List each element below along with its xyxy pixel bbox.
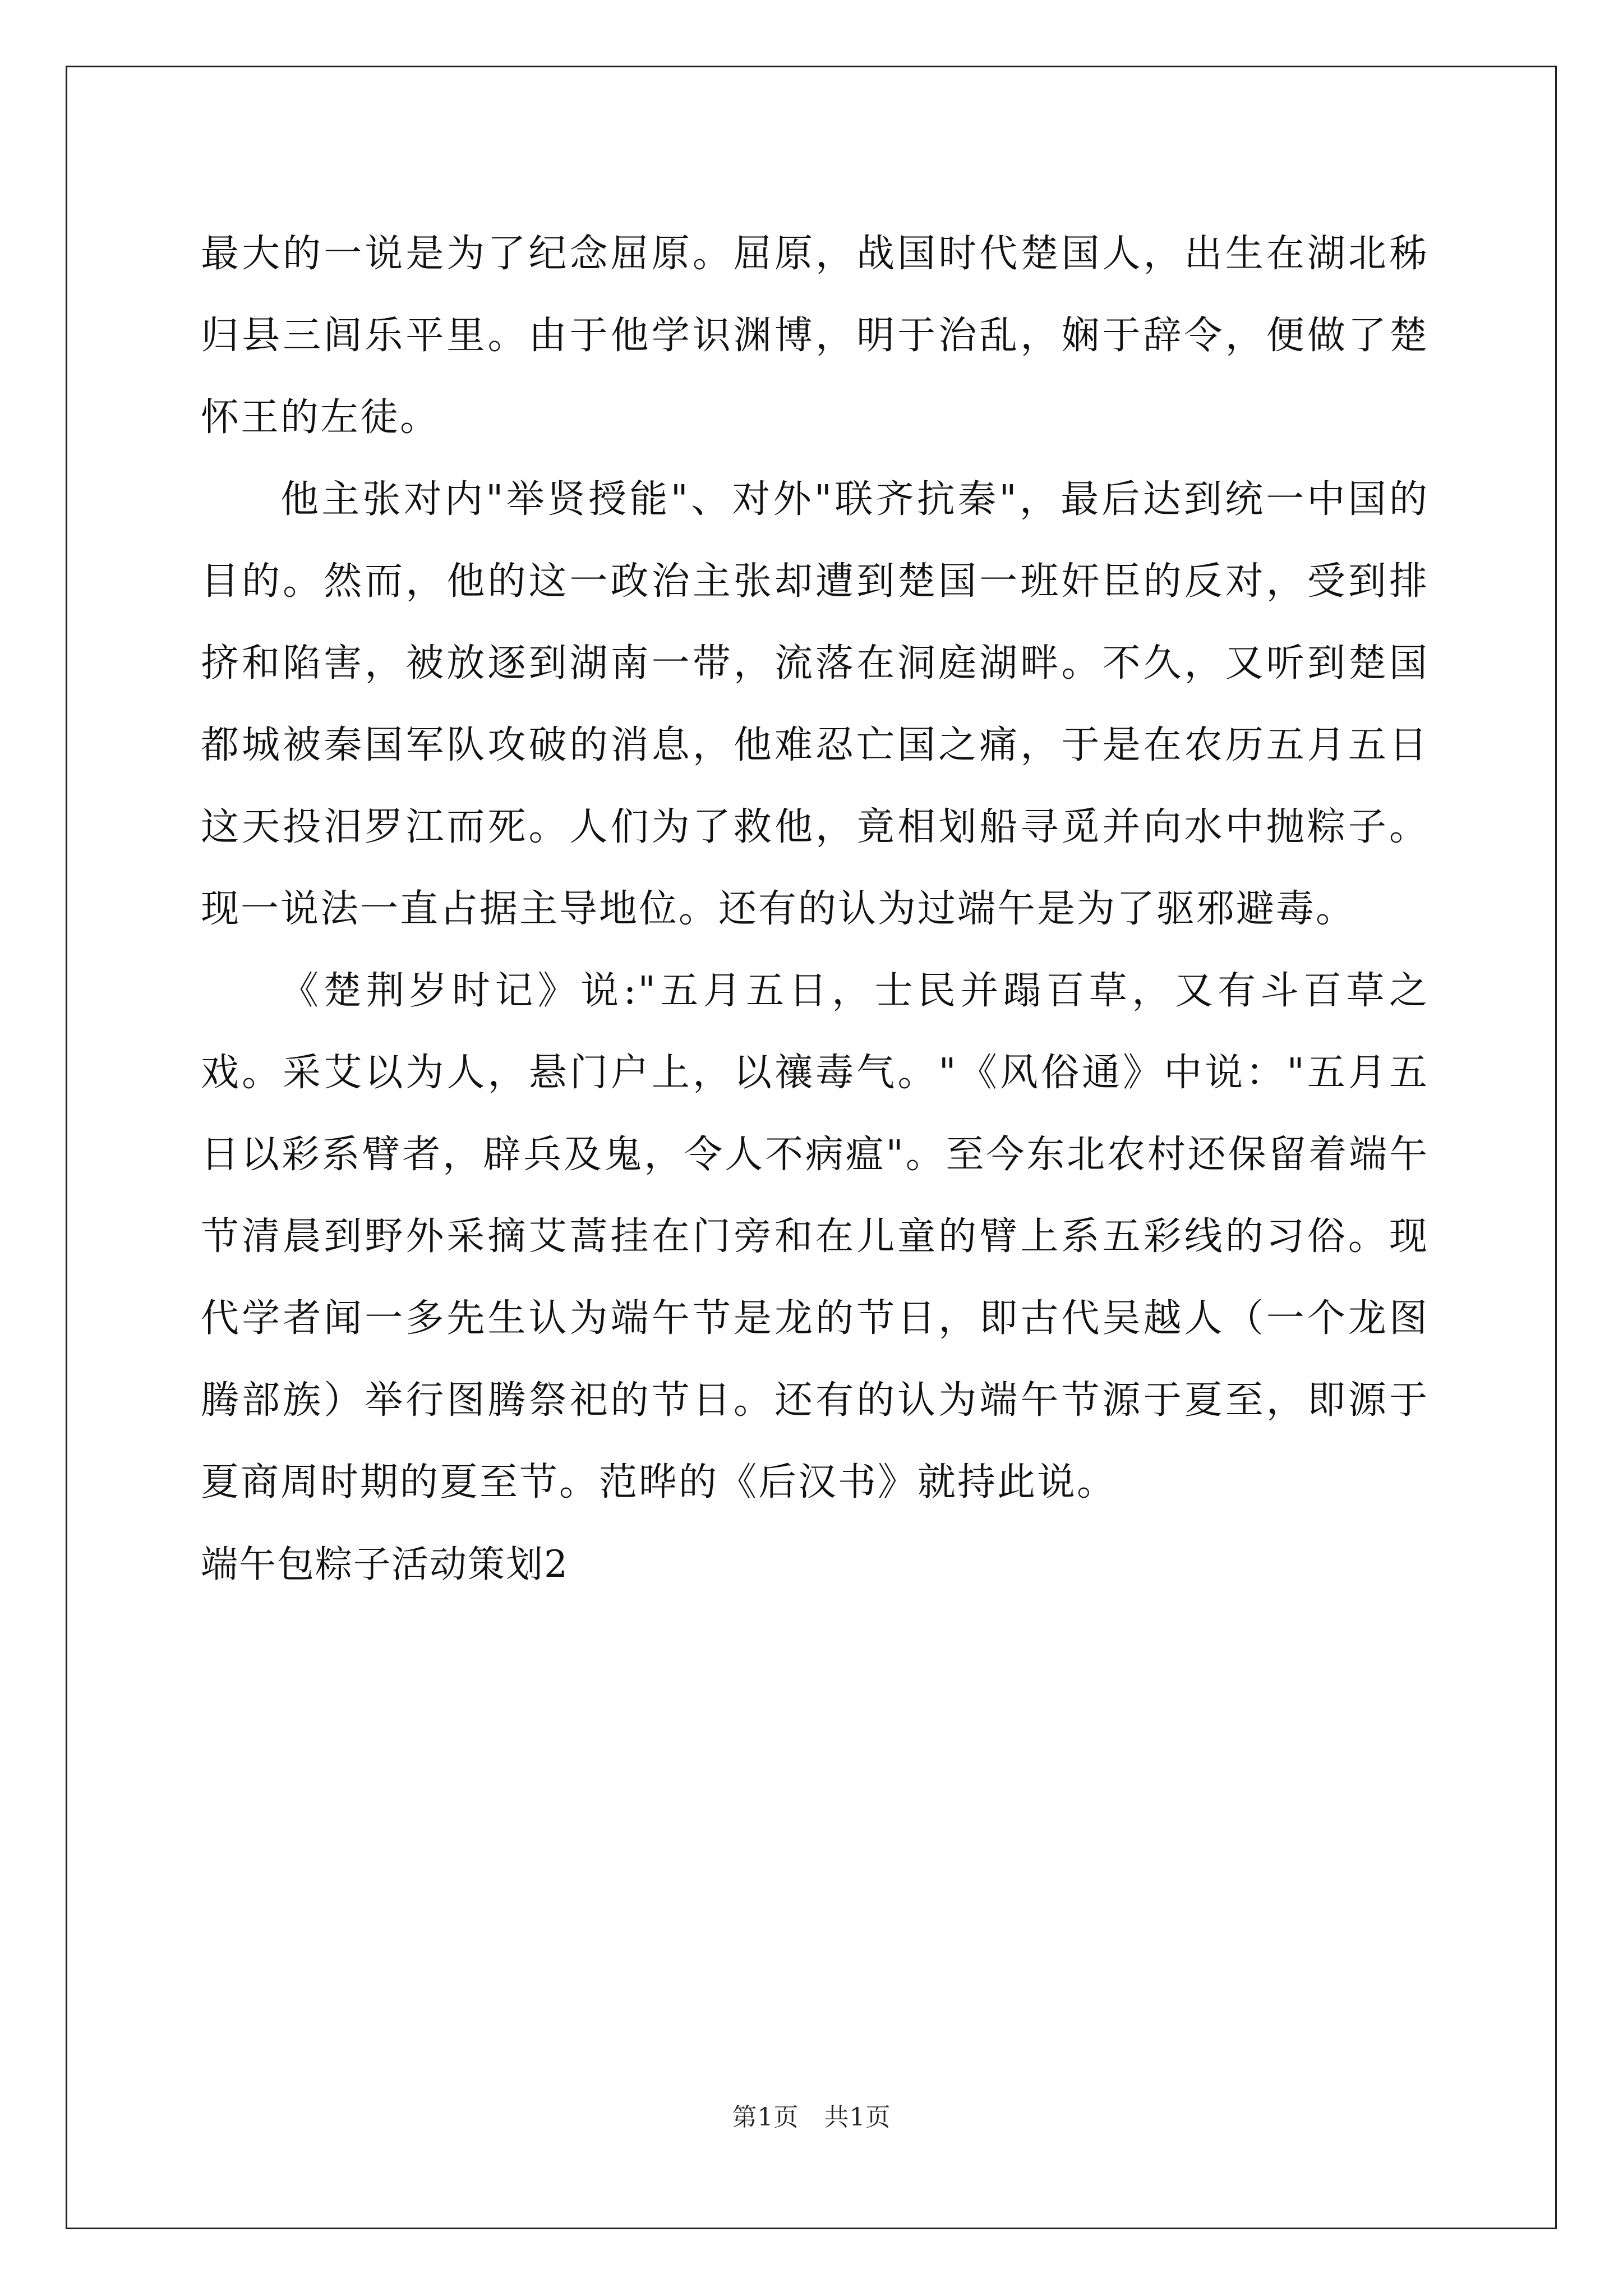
paragraph-customs: 《楚荆岁时记》说:"五月五日，士民并蹋百草，又有斗百草之戏。采艾以为人，悬门户上，以禳毒气。"《风俗通》中说："五月五日以彩系臂者，辟兵及鬼，令人不病瘟"。至今东北农村还保留着端午节清晨到野外采摘艾蒿挂在门旁和在儿童的臂上系五彩线的习俗。现代学者闻一多先生认为端午节是龙的节日，即古代吴越人（一个龙图腾部族）举行图腾祭祀的节日。还有的认为端午节源于夏至，即源于夏商周时期的夏至节。范晔的《后汉书》就持此说。 xyxy=(201,969,1429,1504)
document-body xyxy=(201,213,1429,1605)
paragraph-qu-yuan-intro: 最大的一说是为了纪念屈原。屈原，战国时代楚国人，出生在湖北秭归县三闾乐平里。由于他学识渊博，明于治乱，娴于辞令，便做了楚怀王的左徒。 xyxy=(201,232,1429,440)
section-heading: 端午包粽子活动策划2 xyxy=(201,1543,569,1586)
page-footer: 第1页 共1页 xyxy=(732,2103,891,2132)
paragraph-qu-yuan-story: 他主张对内"举贤授能"、对外"联齐抗秦"，最后达到统一中国的目的。然而，他的这一政治主张却遭到楚国一班奸臣的反对，受到排挤和陷害，被放逐到湖南一带，流落在洞庭湖畔。不久，又听到楚国都城被秦国军队攻破的消息，他难忍亡国之痛，于是在农历五月五日这天投汨罗江而死。人们为了救他，竟相划船寻觅并向水中抛粽子。现一说法一直占据主导地位。还有的认为过端午是为了驱邪避毒。 xyxy=(201,477,1429,931)
